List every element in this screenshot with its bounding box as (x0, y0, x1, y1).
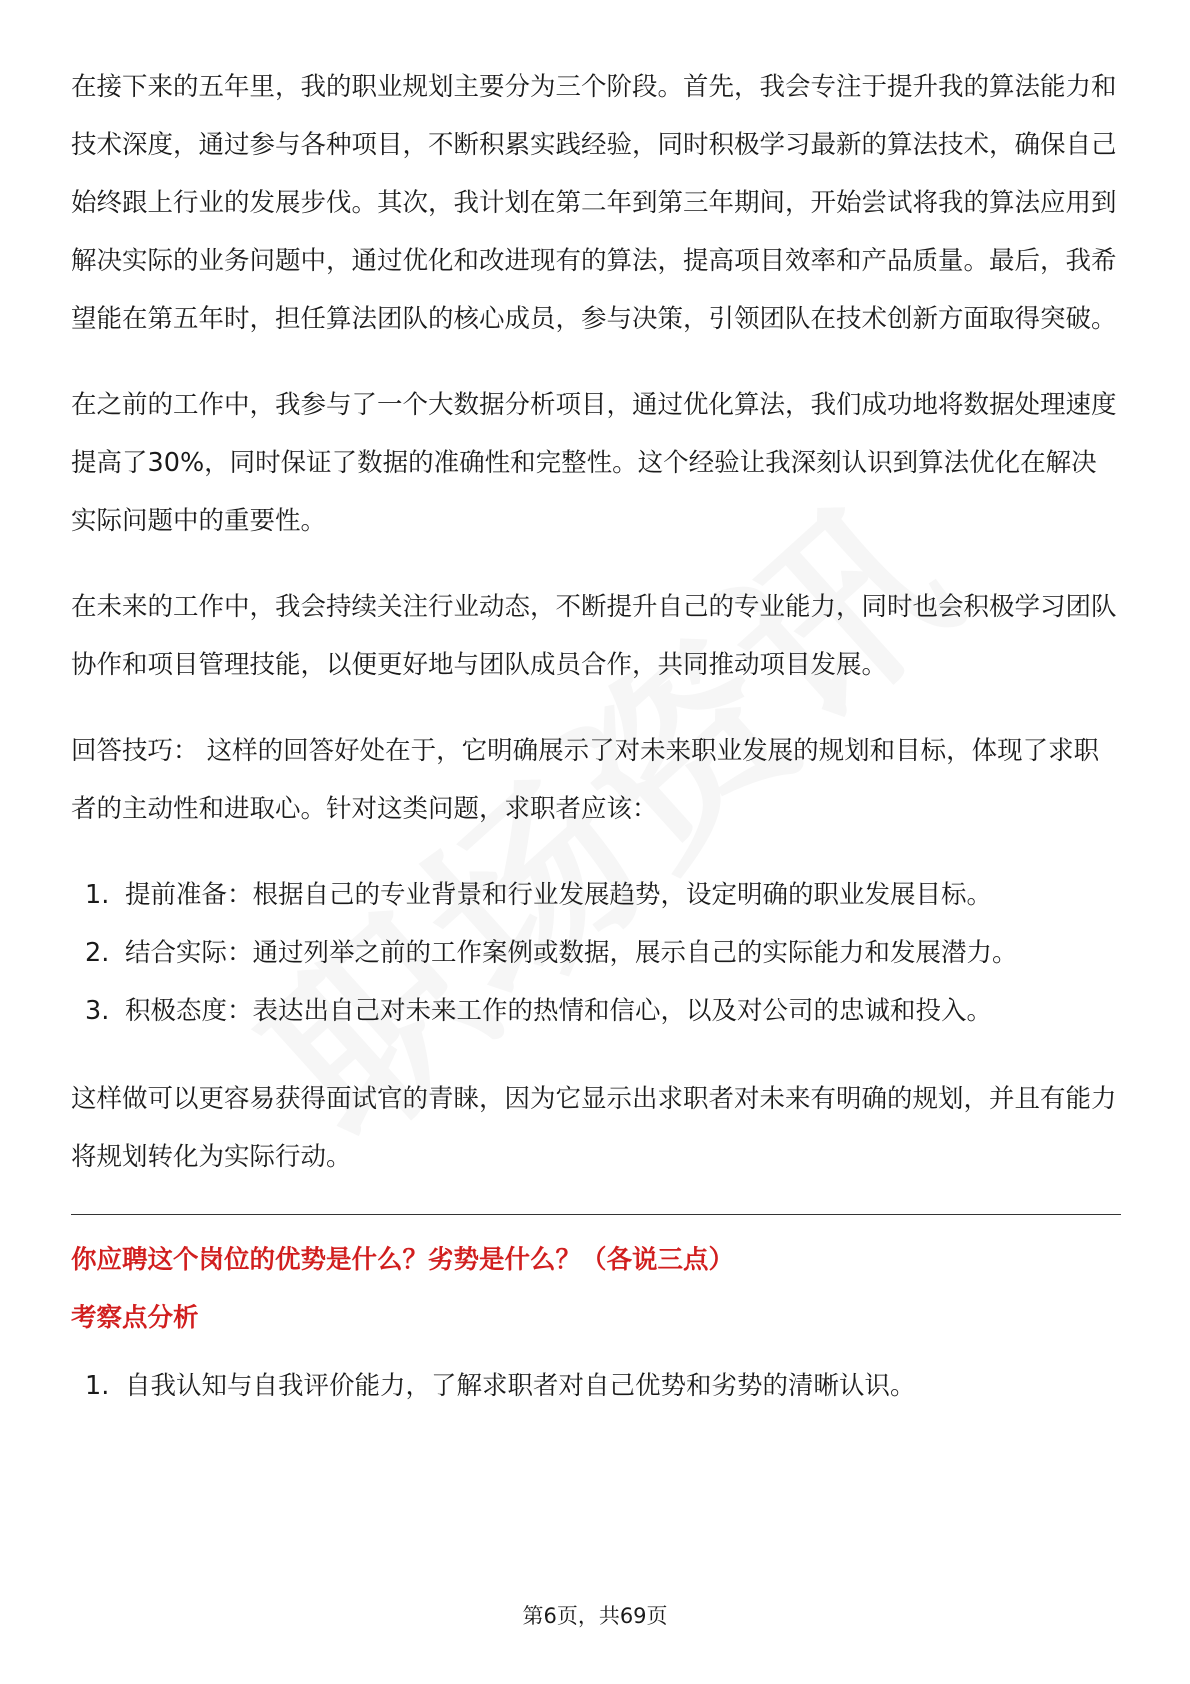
list-item (71, 1357, 1121, 1415)
paragraph-future-work: 在未来的工作中，我会持续关注行业动态，不断提升自己的专业能力，同时也会积极学习团队协作和项目管理技能，以便更好地与团队成员合作，共同推动项目发展。 (71, 592, 1117, 680)
list-item-number: 2. (85, 938, 110, 968)
list-item-text: 结合实际：通过列举之前的工作案例或数据，展示自己的实际能力和发展潜力。 (125, 938, 1018, 968)
list-item-number: 1. (85, 880, 110, 910)
list-item-number: 3. (85, 996, 110, 1026)
paragraph-answer-tips: 回答技巧： 这样的回答好处在于，它明确展示了对未来职业发展的规划和目标，体现了求职者的主动性和进取心。针对这类问题，求职者应该： (71, 736, 1100, 824)
paragraph-past-experience: 在之前的工作中，我参与了一个大数据分析项目，通过优化算法，我们成功地将数据处理速度提高了30%，同时保证了数据的准确性和完整性。这个经验让我深刻认识到算法优化在解决实际问题中的重要性。 (71, 390, 1117, 536)
paragraph-career-plan: 在接下来的五年里，我的职业规划主要分为三个阶段。首先，我会专注于提升我的算法能力和技术深度，通过参与各种项目，不断积累实践经验，同时积极学习最新的算法技术，确保自己始终跟上行业的发展步伐。其次，我计划在第二年到第三年期间，开始尝试将我的算法应用到解决实际的业务问题中，通过优化和改进现有的算法，提高项目效率和产品质量。最后，我希望能在第五年时，担任算法团队的核心成员，参与决策，引领团队在技术创新方面取得突破。 (71, 72, 1117, 334)
document-body (71, 58, 1121, 1445)
question-title: 你应聘这个岗位的优势是什么？劣势是什么？（各说三点） (71, 1245, 735, 1275)
list-item (71, 866, 1121, 924)
list-item-text: 自我认知与自我评价能力，了解求职者对自己优势和劣势的清晰认识。 (125, 1371, 916, 1401)
list-item-number: 1. (85, 1371, 110, 1401)
list-item (71, 982, 1121, 1040)
list-item-text: 积极态度：表达出自己对未来工作的热情和信心，以及对公司的忠诚和投入。 (125, 996, 993, 1026)
section-divider (71, 1214, 1121, 1215)
page-footer: 第6页，共69页 (522, 1604, 668, 1628)
tips-list (71, 866, 1121, 1040)
list-item-text: 提前准备：根据自己的专业背景和行业发展趋势，设定明确的职业发展目标。 (125, 880, 993, 910)
list-item (71, 924, 1121, 982)
question-subtitle: 考察点分析 (71, 1303, 199, 1333)
paragraph-closing: 这样做可以更容易获得面试官的青睐，因为它显示出求职者对未来有明确的规划，并且有能力将规划转化为实际行动。 (71, 1084, 1117, 1172)
analysis-list (71, 1357, 1121, 1415)
